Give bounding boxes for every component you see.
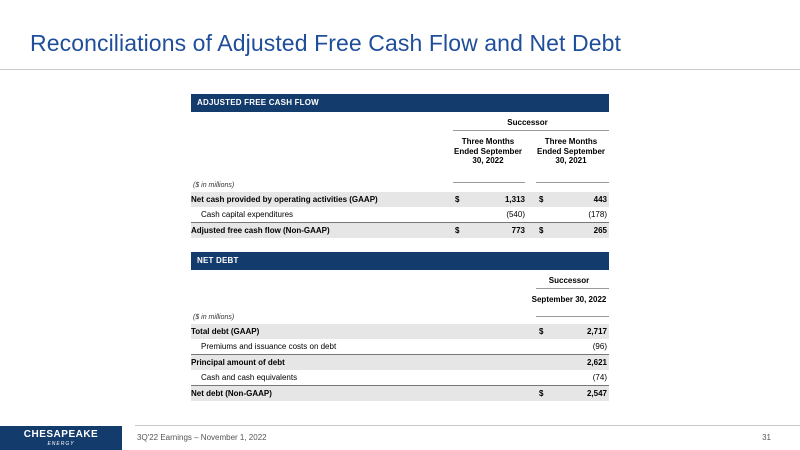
- afcf-col1-header: Three Months Ended September 30, 2022: [453, 137, 522, 165]
- table-row: [191, 192, 609, 207]
- table-row: [191, 385, 609, 401]
- logo-subtitle: ENERGY: [47, 441, 75, 447]
- afcf-header: [191, 112, 609, 192]
- table-row: [191, 354, 609, 370]
- value-2022: (96): [592, 342, 607, 351]
- net-debt-table: [191, 252, 609, 401]
- row-label: Principal amount of debt: [191, 358, 285, 367]
- footer-caption: 3Q'22 Earnings – November 1, 2022: [137, 433, 267, 442]
- value-2021: (178): [588, 210, 607, 219]
- net-debt-unit-label: ($ in millions): [193, 314, 235, 321]
- afcf-group-header: Successor: [507, 118, 548, 127]
- footer-divider: [135, 425, 800, 426]
- table-row: [191, 207, 609, 222]
- row-label: Total debt (GAAP): [191, 327, 260, 336]
- currency-symbol: $: [539, 195, 544, 204]
- value-2022: 2,547: [586, 389, 607, 398]
- row-label: Premiums and issuance costs on debt: [201, 342, 337, 351]
- row-label: Net cash provided by operating activities (GAAP): [191, 195, 378, 204]
- row-label: Adjusted free cash flow (Non-GAAP): [191, 226, 330, 235]
- row-label: Cash capital expenditures: [201, 210, 294, 219]
- net-debt-header: [191, 270, 609, 324]
- value-2022: 2,717: [586, 327, 607, 336]
- table-row: [191, 222, 609, 238]
- afcf-table: [191, 94, 609, 238]
- afcf-col1-rule: [453, 182, 525, 183]
- afcf-unit-label: ($ in millions): [193, 182, 235, 189]
- row-label: Cash and cash equivalents: [201, 373, 298, 382]
- afcf-col2-header: Three Months Ended September 30, 2021: [536, 137, 605, 165]
- currency-symbol: $: [539, 226, 544, 235]
- title-divider: [0, 69, 800, 70]
- value-2022: (540): [506, 210, 525, 219]
- value-2022: (74): [592, 373, 607, 382]
- currency-symbol: $: [455, 195, 460, 204]
- table-row: [191, 324, 609, 339]
- value-2021: 443: [593, 195, 607, 204]
- value-2021: 265: [593, 226, 607, 235]
- afcf-group-rule: [453, 130, 609, 131]
- table-row: [191, 370, 609, 385]
- page-title: Reconciliations of Adjusted Free Cash Flow and Net Debt: [30, 30, 622, 56]
- value-2022: 773: [511, 226, 525, 235]
- row-label: Net debt (Non-GAAP): [191, 389, 272, 398]
- value-2022: 2,621: [586, 358, 607, 367]
- net-debt-band: NET DEBT: [191, 252, 609, 270]
- currency-symbol: $: [455, 226, 460, 235]
- afcf-col2-rule: [536, 182, 609, 183]
- table-row: [191, 339, 609, 354]
- logo-wordmark: CHESAPEAKE: [23, 429, 99, 440]
- currency-symbol: $: [539, 327, 544, 336]
- net-debt-col-rule: [536, 316, 609, 317]
- currency-symbol: $: [539, 389, 544, 398]
- page-number: 31: [762, 433, 771, 442]
- value-2022: 1,313: [504, 195, 525, 204]
- net-debt-group-header: Successor: [548, 276, 590, 285]
- company-logo: [0, 426, 122, 450]
- net-debt-col-header: September 30, 2022: [531, 295, 607, 304]
- afcf-band: ADJUSTED FREE CASH FLOW: [191, 94, 609, 112]
- net-debt-group-rule: [536, 288, 609, 289]
